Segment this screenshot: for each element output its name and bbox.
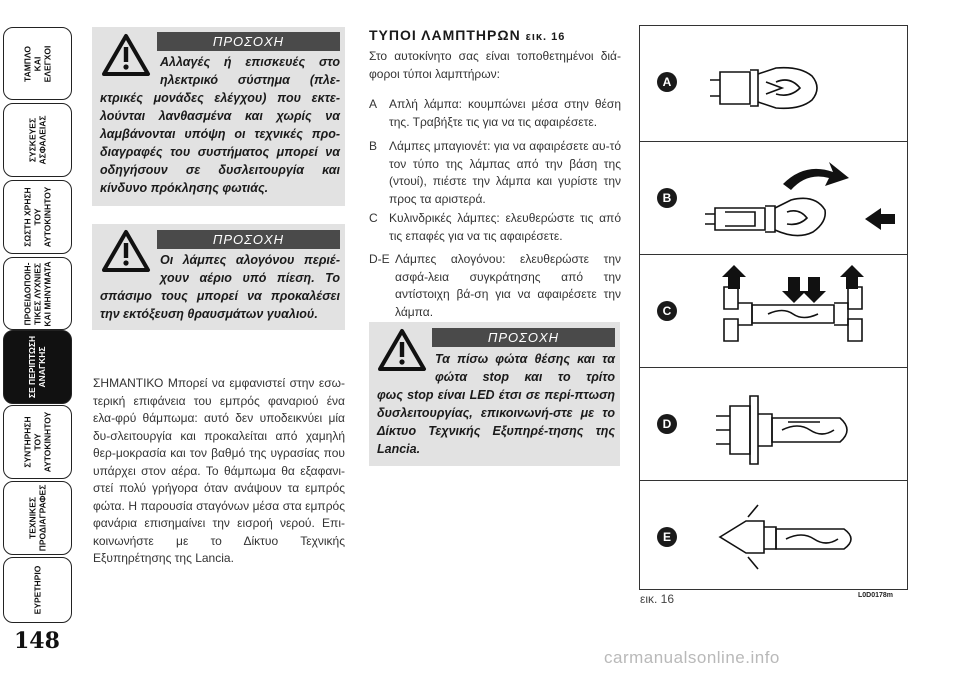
tab-maintenance[interactable]: ΣΥΝΤΗΡΗΣΗ ΤΟΥ ΑΥΤΟΚΙΝΗΤΟΥ — [3, 405, 72, 479]
figure-panel-e — [640, 481, 907, 591]
warning-box-electrical — [92, 27, 345, 206]
tab-warning-lights[interactable]: ΠΡΟΕΙΔΟΠΟΙΗ- ΤΙΚΕΣ ΛΥΧΝΙΕΣ ΚΑΙ ΜΗΝΥΜΑΤΑ — [3, 257, 72, 330]
list-item: D-E Λάμπες αλογόνου: ελευθερώστε την ασφά-λεια συγκράτησης από την αντίστοιχη βά-ση για να αφαιρέσετε την λάμπα. — [369, 252, 621, 319]
warning-header: ΠΡΟΣΟΧΗ — [432, 328, 615, 347]
list-item: B Λάμπες μπαγιονέτ: για να αφαιρέσετε αυ-τό τον τύπο της λάμπας από την βάση της (ντουί), πιέστε την λάμπα και γυρίστε την προς τα αριστερά. — [369, 139, 621, 206]
warning-box-led — [369, 322, 620, 466]
tab-dashboard-controls[interactable]: ΤΑΜΠΛΟ ΚΑΙ ΕΛΕΓΧΟΙ — [3, 27, 72, 100]
warning-triangle-icon — [377, 328, 427, 372]
tab-correct-use[interactable]: ΣΩΣΤΗ ΧΡΗΣΗ ΤΟΥ ΑΥΤΟΚΙΝΗΤΟΥ — [3, 180, 72, 254]
section-intro: Στο αυτοκίνητο σας είναι τοποθετημένοι διά-φοροι τύποι λαμπτήρων: — [369, 49, 621, 81]
halogen-bulb-d-drawing — [700, 376, 900, 476]
bulb-types-figure — [639, 25, 908, 590]
figure-code: L0D0178m — [858, 592, 894, 599]
warning-header: ΠΡΟΣΟΧΗ — [157, 32, 340, 51]
tab-emergency[interactable]: ΣΕ ΠΕΡΙΠΤΩΣΗ ΑΝΑΓΚΗΣ — [3, 330, 72, 404]
simple-bulb-drawing — [700, 42, 900, 132]
figure-panel-b — [640, 142, 907, 255]
list-item: A Απλή λάμπα: κουμπώνει μέσα στην θέση της. Τραβήξτε τις για να τις αφαιρέσετε. — [369, 97, 621, 129]
warning-text-first: Τα πίσω φώτα θέσης και τα φώτα stop και το τρίτο — [435, 352, 615, 384]
halogen-bulb-e-drawing — [700, 487, 900, 587]
bayonet-bulb-drawing — [695, 150, 900, 250]
warning-header: ΠΡΟΣΟΧΗ — [157, 230, 340, 249]
tab-technical-specs[interactable]: ΤΕΧΝΙΚΕΣ ΠΡΟΔΙΑΓΡΑΦΕΣ — [3, 481, 72, 555]
warning-text: κτρικές μονάδες ελέγχου) που εκτε-λούνται λανθασμένα και χωρίς να λαμβάνονται υπόψη οι τεχνικές προ-διαγραφές του συστήματος μπορεί να οδηγήσουν σε δυσλειτουργία και κίνδυνο πρόκλησης φωτιάς. — [100, 91, 340, 195]
list-item: C Κυλινδρικές λάμπες: ελευθερώστε τις από τις επαφές για να τις αφαιρέσετε. — [369, 211, 621, 243]
important-note: ΣΗΜΑΝΤΙΚΟ Μπορεί να εμφανιστεί στην εσω-τερική επιφάνεια του εμπρός φαναριού ένα ελα-φρύ θάμπωμα: αυτό δεν υποδεικνύει μία δυ-σλειτουργία και προκαλείται από χαμηλή θερ-μοκρασία και τον βαθμό της υγρασίας που υπάρχει στον αέρα. Το θάμπωμα θα εξαφανι-στεί πολύ γρήγορα όταν ανάψουν τα εμπρός φώτα. Η παρουσία σταγόνων μέσα στα εμπρός φανάρια επισημαίνει την εισροή νερού. Επι-κοινωνήστε με το Δίκτυο Τεχνικής Εξυπηρέτησης της Lancia. — [93, 376, 345, 565]
figure-panel-c — [640, 255, 907, 368]
warning-text-first: Αλλαγές ή επισκευές στο ηλεκτρικό σύστημα (πλε- — [160, 55, 340, 87]
figure-panel-a — [640, 26, 907, 142]
warning-text-first: Οι λάμπες αλογόνου περιέ- χουν αέριο υπό πίεση. Το — [160, 253, 340, 285]
warning-triangle-icon — [101, 229, 151, 273]
figure-panel-d — [640, 368, 907, 481]
warning-text: φως stop είναι LED έτσι σε περί-πτωση δυσλειτουργίας, επικοινωνή-στε με το Δίκτυο Τεχνικής Εξυπηρέ-τησης της Lancia. — [377, 388, 615, 456]
figure-caption: εικ. 16 — [640, 592, 675, 606]
tab-index[interactable]: ΕΥΡΕΤΗΡΙΟ — [3, 557, 72, 623]
tab-safety-devices[interactable]: ΣΥΣΚΕΥΕΣ ΑΣΦΑΛΕΙΑΣ — [3, 103, 72, 177]
panel-label-e: E — [657, 527, 677, 547]
cylindrical-bulb-drawing — [708, 263, 898, 363]
panel-label-c: C — [657, 301, 677, 321]
section-title: ΤΥΠΟΙ ΛΑΜΠΤΗΡΩΝ εικ. 16 — [369, 27, 566, 43]
page-number: 148 — [14, 628, 60, 654]
warning-box-halogen — [92, 224, 345, 330]
panel-label-b: B — [657, 188, 677, 208]
panel-label-d: D — [657, 414, 677, 434]
warning-text: σπάσιμο τους μπορεί να προκαλέσει την εκτόξευση θραυσμάτων γυαλιού. — [100, 289, 340, 321]
watermark: carmanualsonline.info — [604, 648, 780, 667]
warning-triangle-icon — [101, 33, 151, 77]
panel-label-a: A — [657, 72, 677, 92]
